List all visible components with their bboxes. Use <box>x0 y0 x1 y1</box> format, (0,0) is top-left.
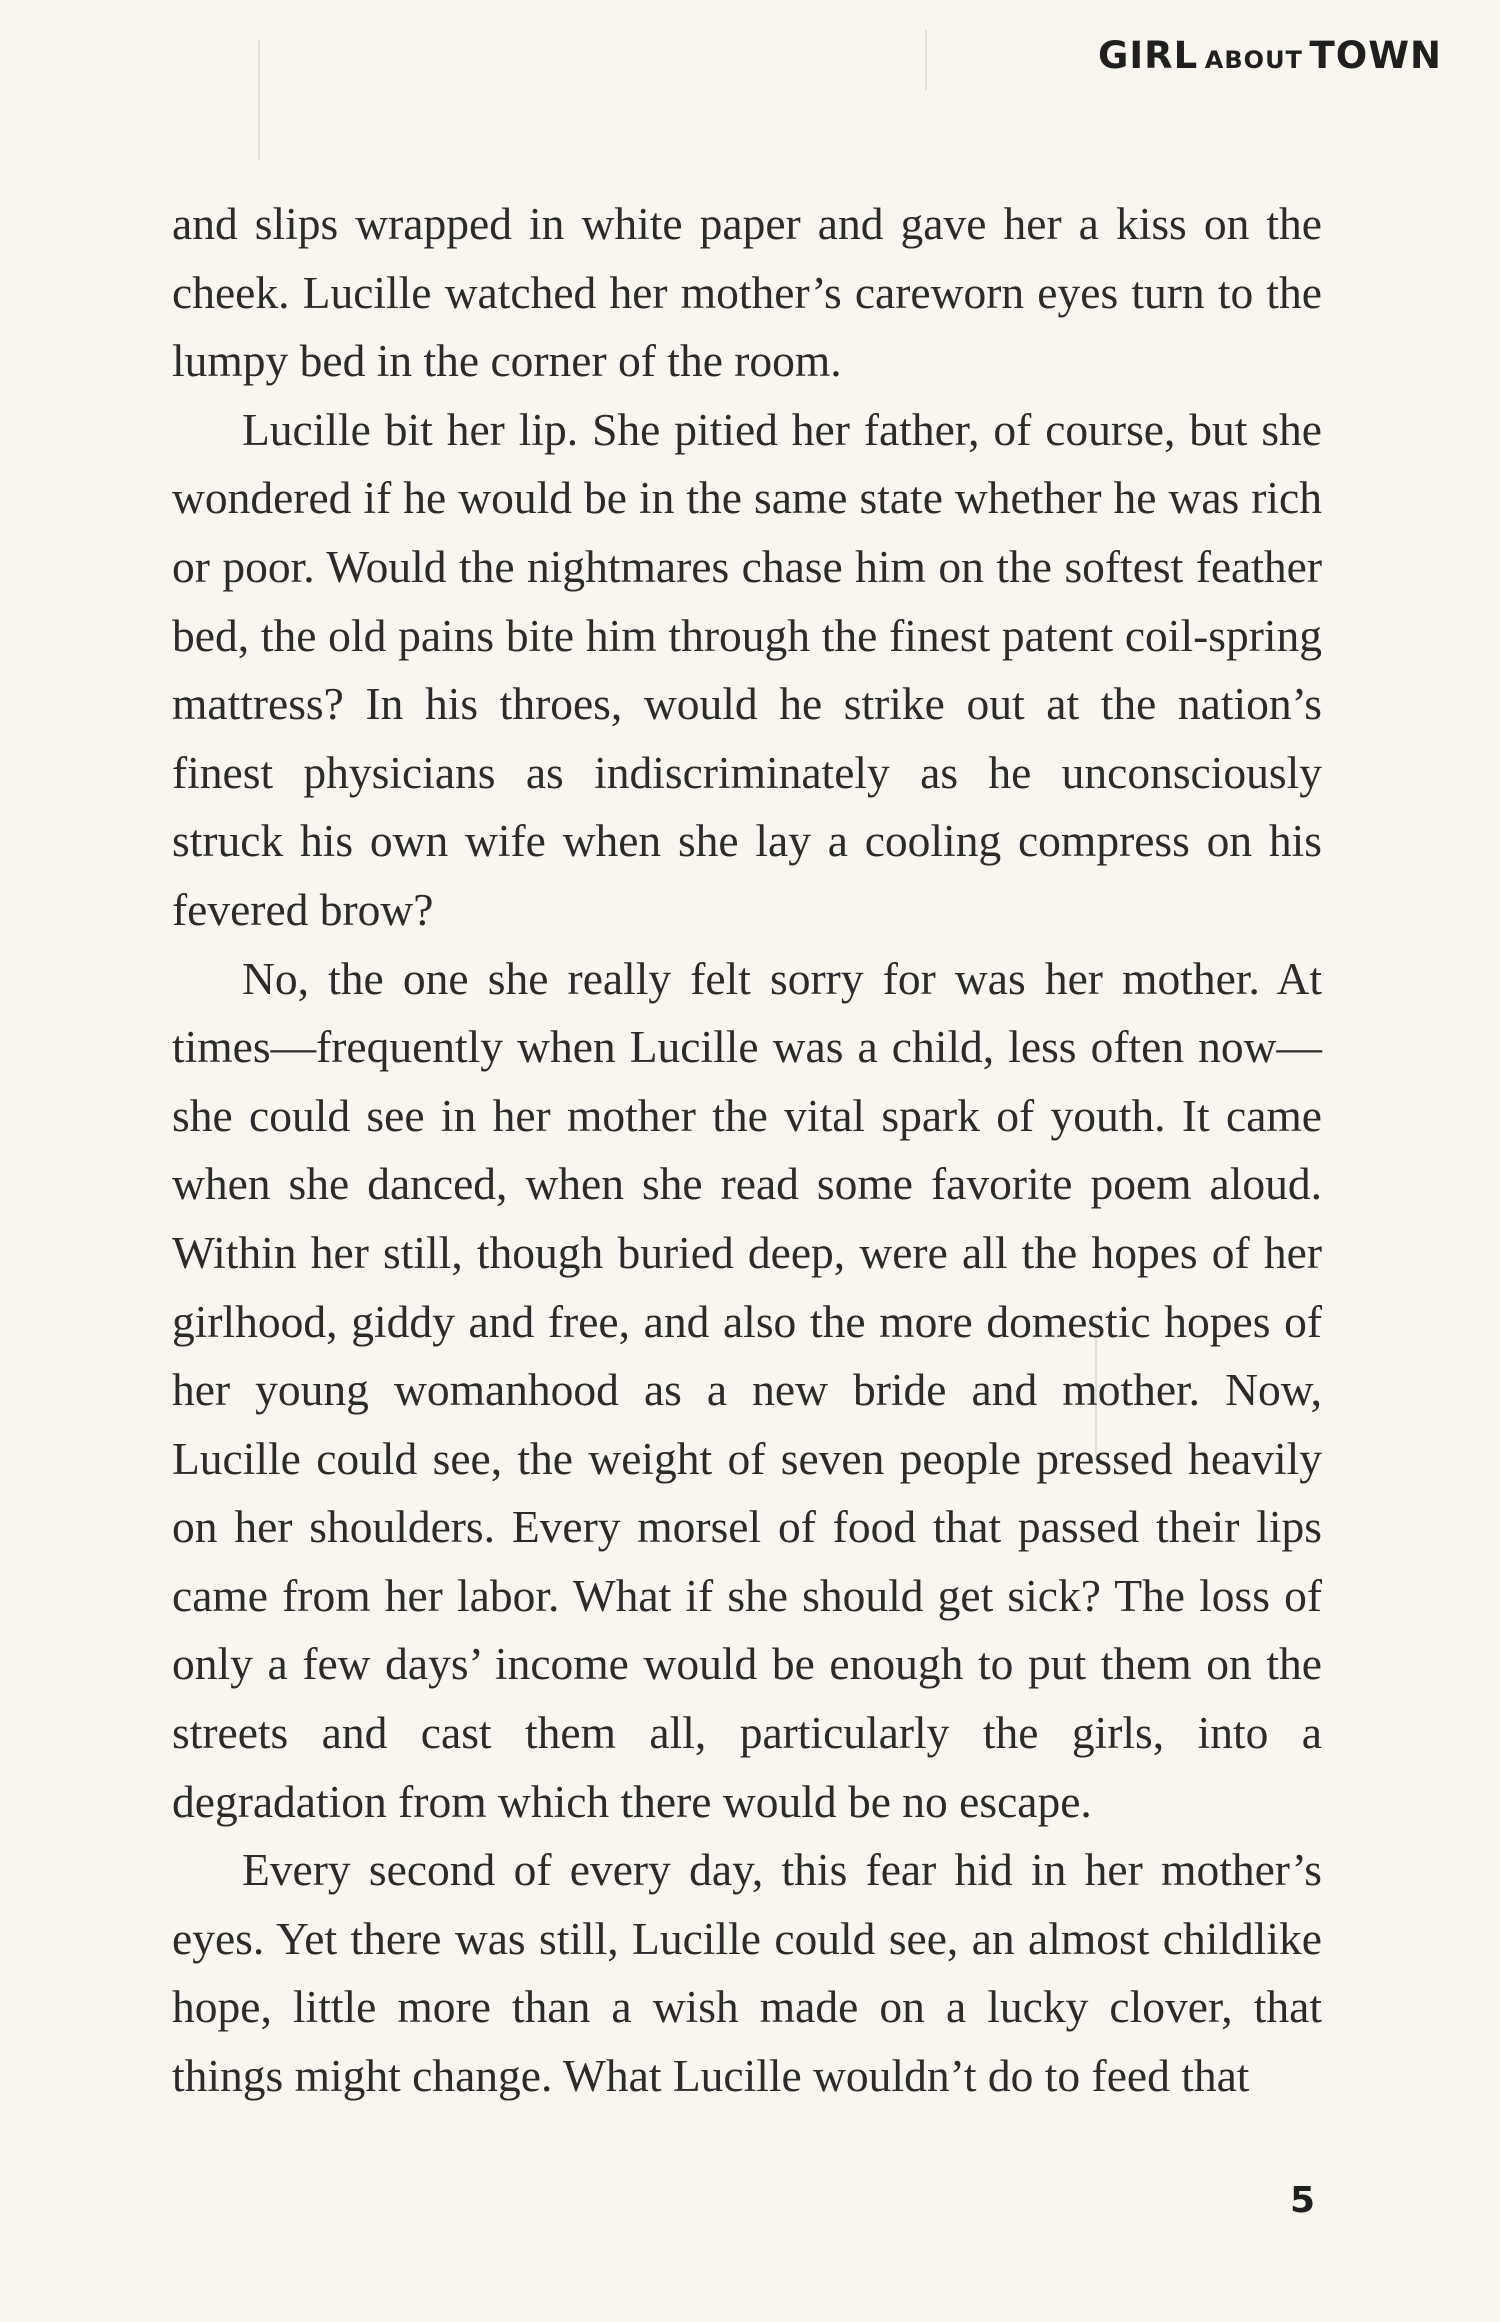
paragraph: Lucille bit her lip. She pitied her father, of course, but she wondered if he would be in the same state whether he was rich or poor. Would the nightmares chase him on the softest feather bed, the old pains bite him through the finest patent coil-spring mattress? In his throes, would he strike out at the nation’s finest physicians as indiscriminately as he unconsciously struck his own wife when she lay a cooling compress on his fevered brow? <box>172 403 1322 935</box>
page-number: 5 <box>1289 2180 1315 2221</box>
paper-crease <box>258 40 260 160</box>
running-header-town: TOWN <box>1309 34 1442 77</box>
paper-crease <box>925 30 927 90</box>
body-text <box>172 190 1322 2111</box>
paragraph: No, the one she really felt sorry for was her mother. At times—frequently when Lucille was a child, less often now—she could see in her mother the vital spark of youth. It came when she danced, when she read some favorite poem aloud. Within her still, though buried deep, were all the hopes of her girlhood, giddy and free, and also the more domestic hopes of her young womanhood as a new bride and mother. Now, Lucille could see, the weight of seven people pressed heavily on her shoulders. Every morsel of food that passed their lips came from her labor. What if she should get sick? The loss of only a few days’ income would be enough to put them on the streets and cast them all, particularly the girls, into a degradation from which there would be no escape. <box>172 952 1322 1827</box>
running-header <box>1098 34 1442 77</box>
running-header-girl: GIRL <box>1098 34 1199 77</box>
paragraph: Every second of every day, this fear hid in her mother’s eyes. Yet there was still, Lucille could see, an almost childlike hope, little more than a wish made on a lucky clover, that things might change. What Lucille wouldn’t do to feed that <box>172 1844 1322 2102</box>
running-header-about: ABOUT <box>1204 46 1303 74</box>
paragraph: and slips wrapped in white paper and gave her a kiss on the cheek. Lucille watched her mother’s careworn eyes turn to the lumpy bed in the corner of the room. <box>172 198 1322 387</box>
